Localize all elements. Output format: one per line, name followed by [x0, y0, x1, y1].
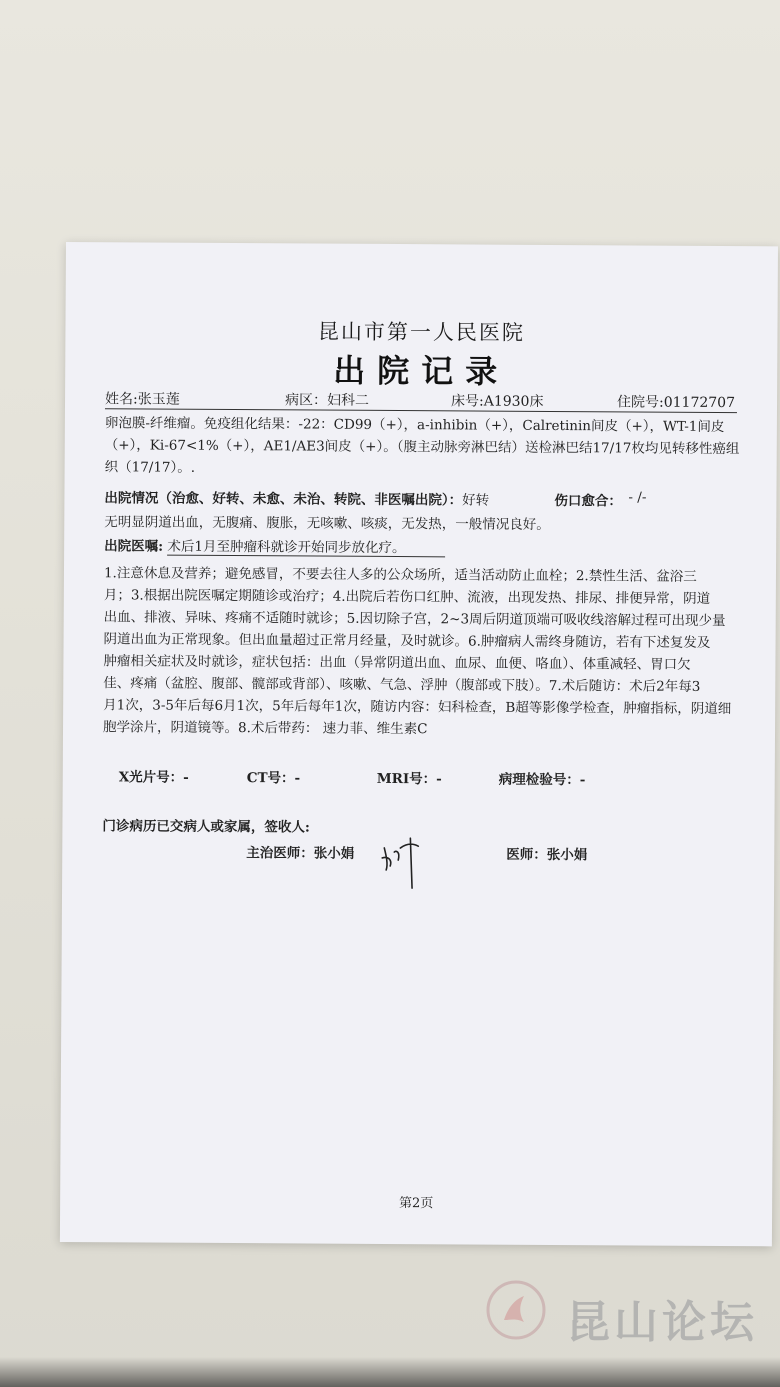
advice-details — [103, 562, 740, 742]
xray-number: X光片号：- — [118, 769, 189, 786]
advice-line: 阴道出血为正常现象。但出血量超过正常月经量，及时就诊。6.肿瘤病人需终身随访，若有下述复发及 — [103, 631, 711, 651]
hospital-name: 昆山市第一人民医院 — [317, 319, 526, 345]
advice-line: 出血、排液、异味、疼痛不适随时就诊；5.因切除子宫，2~3周后阴道顶端可吸收线溶解过程可出现少量 — [103, 609, 726, 630]
attending-physician: 主治医师：张小娟 — [246, 845, 355, 862]
discharge-advice-main: 术后1月至肿瘤科就诊开始同步放化疗。 — [167, 539, 445, 558]
advice-line: 肿瘤相关症状及时就诊，症状包括：出血（异常阴道出血、血尿、血便、咯血）、体重减轻、胃口欠 — [103, 653, 691, 673]
record-handover-note: 门诊病历已交病人或家属，签收人: — [102, 818, 310, 836]
advice-line: 胞学涂片，阴道镜等。8.术后带药： 速力菲、维生素C — [102, 719, 428, 738]
pathology-line: （+），Ki-67<1%（+），AE1/AE3间皮（+）。（腹主动脉旁淋巴结）送检淋巴结17/17枚均见转移性癌组 — [104, 437, 740, 458]
advice-line: 1.注意休息及营养；避免感冒，不要去往人多的公众场所，适当活动防止血栓；2.禁性生活、盆浴三 — [103, 565, 697, 585]
pathology-section — [105, 412, 741, 482]
discharge-advice-label: 出院医嘱: — [104, 538, 164, 555]
discharge-status-value: 好转 — [462, 492, 490, 509]
discharge-status-label: 出院情况（治愈、好转、未愈、未治、转院、非医嘱出院）： — [104, 490, 463, 509]
advice-line: 佳、疼痛（盆腔、腹部、髋部或背部）、咳嗽、气急、浮肿（腹部或下肢）。7.术后随访：术后2年每3 — [103, 675, 701, 695]
mri-number: MRI号：- — [376, 770, 442, 788]
document-title: 出院记录 — [333, 351, 510, 391]
discharge-condition: 无明显阴道出血，无腹痛、腹胀，无咳嗽、咳痰，无发热，一般情况良好。 — [104, 514, 550, 533]
advice-line: 月；3.根据出院医嘱定期随诊或治疗；4.出院后若伤口红肿、流液，出现发热、排尿、排便异常，阴道 — [103, 587, 711, 607]
pathology-exam-number: 病理检验号：- — [498, 771, 586, 789]
patient-name: 姓名:张玉莲 — [104, 391, 180, 408]
handwritten-signature — [380, 830, 430, 890]
forum-watermark — [484, 1278, 780, 1348]
page-number: 第2页 — [398, 1196, 434, 1212]
admission-number: 住院号:01172707 — [616, 394, 736, 412]
pathology-line: 织（17/17）。. — [104, 459, 196, 476]
exam-numbers-row — [119, 765, 735, 791]
physician: 医师：张小娟 — [506, 846, 588, 864]
discharge-status-section — [104, 486, 740, 562]
patient-bed: 床号:A1930床 — [450, 393, 544, 410]
ct-number: CT号：- — [246, 770, 301, 787]
wound-healing-label: 伤口愈合： — [554, 492, 622, 510]
wound-healing-value: - /- — [628, 489, 647, 506]
forum-logo-icon — [484, 1278, 548, 1342]
patient-ward: 病区：妇科二 — [284, 392, 370, 409]
patient-info-row — [105, 384, 737, 413]
discharge-record-paper — [60, 242, 778, 1246]
advice-line: 月1次，3-5年后每6月1次，5年后每年1次，随访内容：妇科检查，B超等影像学检查，肿瘤指标，阴道细 — [103, 697, 732, 718]
pathology-line: 卵泡膜-纤维瘤。免疫组化结果：-22：CD99（+），a-inhibin（+），Calretinin间皮（+），WT-1间皮 — [104, 415, 725, 436]
watermark-text: 昆山论坛 — [566, 1297, 758, 1348]
desk-edge-shadow — [0, 1357, 780, 1387]
